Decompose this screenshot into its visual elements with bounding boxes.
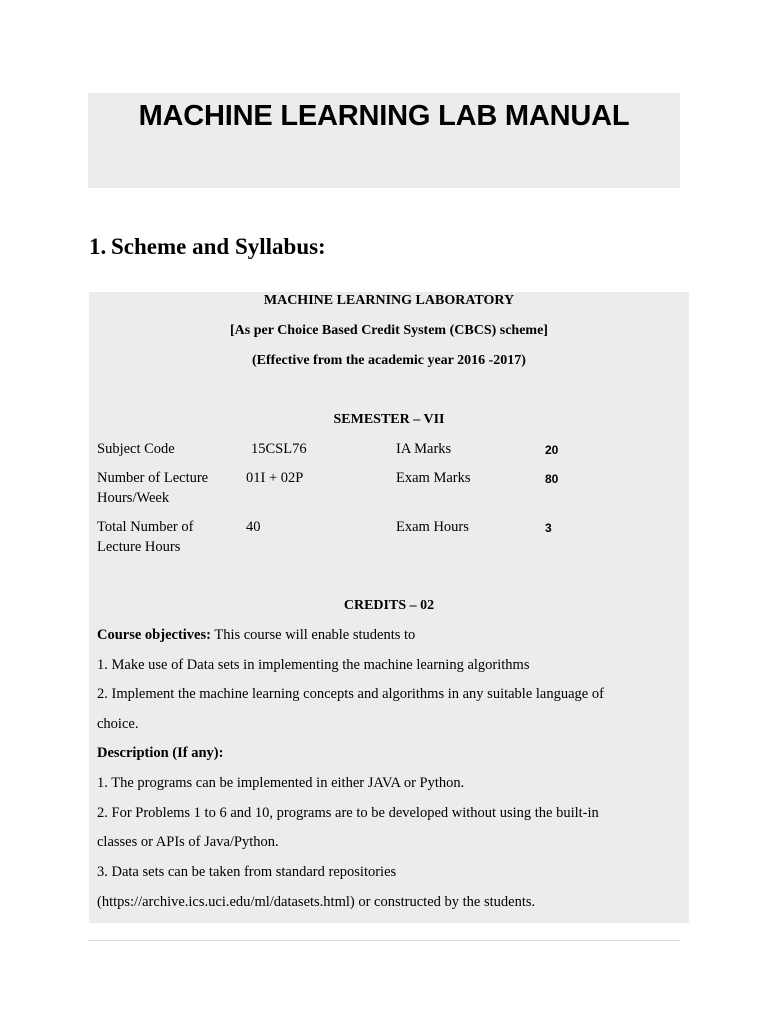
mark-label: Exam Marks	[396, 470, 471, 486]
row-value: 01I + 02P	[246, 470, 304, 486]
credits-line: CREDITS – 02	[343, 598, 435, 613]
row-label: Subject Code	[97, 441, 175, 457]
description-label-text: Description (If any):	[97, 745, 224, 761]
row-label: Number of Lecture Hours/Week	[97, 470, 209, 506]
mark-label: Exam Hours	[396, 519, 469, 535]
section-title: Scheme and Syllabus:	[111, 234, 326, 259]
objectives-label: Course objectives:	[97, 627, 211, 643]
objective-item: 1. Make use of Data sets in implementing the machine learning algorithms	[97, 657, 530, 673]
description-item-continued: classes or APIs of Java/Python.	[97, 834, 279, 850]
section-heading	[89, 231, 326, 263]
description-label	[97, 744, 677, 762]
title-banner	[88, 93, 680, 188]
mark-value: 80	[545, 472, 559, 486]
row-value: 40	[246, 519, 261, 535]
scheme-line: [As per Choice Based Credit System (CBCS) scheme]	[230, 323, 548, 338]
section-number: 1.	[89, 234, 107, 259]
mark-value: 3	[545, 521, 552, 535]
footer-divider	[88, 940, 680, 941]
row-label: Total Number of Lecture Hours	[97, 519, 194, 555]
semester-line: SEMESTER – VII	[333, 412, 445, 427]
objective-item: 2. Implement the machine learning concepts and algorithms in any suitable language of	[97, 686, 604, 702]
syllabus-panel	[89, 292, 689, 923]
objectives-text: This course will enable students to	[210, 627, 416, 643]
mark-value: 20	[545, 443, 559, 457]
description-item: 3. Data sets can be taken from standard repositories	[97, 864, 397, 880]
description-item: 2. For Problems 1 to 6 and 10, programs are to be developed without using the built-in	[97, 805, 599, 821]
lab-name: MACHINE LEARNING LABORATORY	[263, 293, 515, 308]
description-item-continued: (https://archive.ics.uci.edu/ml/datasets.html) or constructed by the students.	[97, 894, 536, 910]
row-value: 15CSL76	[251, 441, 307, 457]
document-title: MACHINE LEARNING LAB MANUAL	[138, 100, 630, 132]
effective-line: (Effective from the academic year 2016 -2017)	[252, 353, 526, 368]
objectives-line	[97, 626, 677, 644]
description-item: 1. The programs can be implemented in either JAVA or Python.	[97, 775, 465, 791]
objective-item-continued: choice.	[97, 716, 139, 732]
mark-label: IA Marks	[396, 441, 452, 457]
